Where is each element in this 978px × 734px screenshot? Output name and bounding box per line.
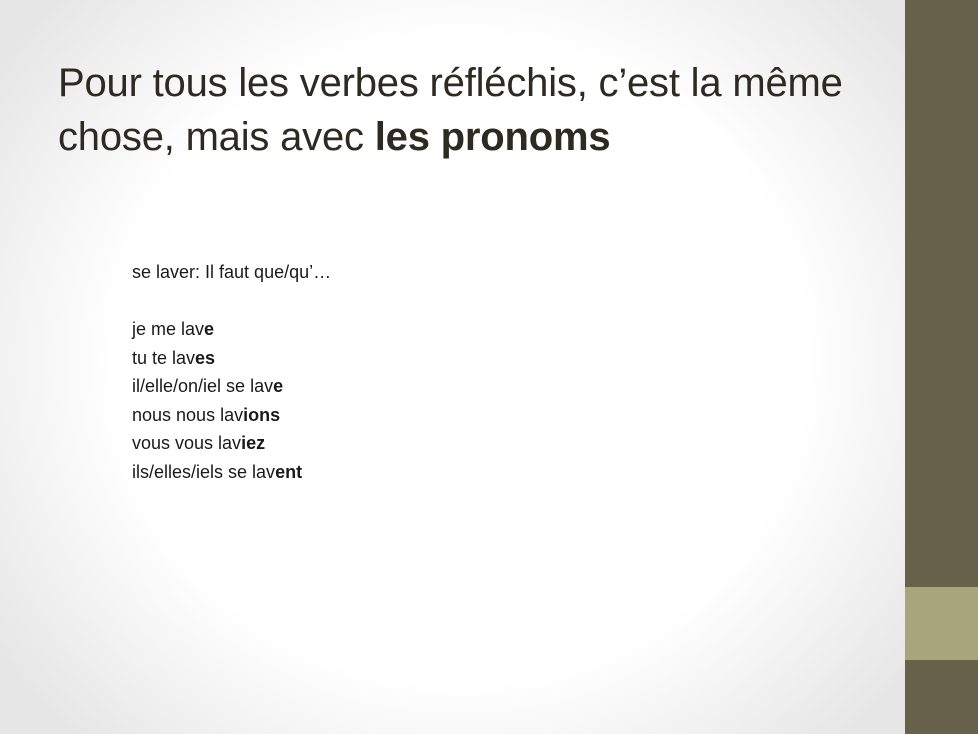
conjugation-ending: es [195,347,216,368]
slide-title-emphasis: les pronoms [374,115,611,159]
conjugation-ending: iez [241,433,266,453]
intro-line: se laver: Il faut que/qu’… [132,262,332,282]
conjugation-ending: ent [275,461,303,482]
conjugation-stem: nous nous lav [132,404,244,425]
conjugation-stem: je me lav [132,319,205,339]
conjugation-line-vous [132,429,331,458]
sidebar-accent-block [905,587,978,660]
conjugation-line-ils [132,458,331,487]
conjugation-ending: ions [243,404,281,425]
conjugation-line-il [132,372,331,401]
slide-title [58,56,878,164]
conjugation-stem: tu te lav [132,347,196,368]
conjugation-ending: e [273,376,284,396]
conjugation-stem: vous vous lav [132,433,242,453]
slide-body [132,258,331,486]
conjugation-line-tu [132,344,331,373]
conjugation-stem: il/elle/on/iel se lav [132,376,274,396]
conjugation-ending: e [204,319,215,339]
conjugation-line-je [132,315,331,344]
conjugation-line-nous [132,401,331,430]
conjugation-stem: ils/elles/iels se lav [132,461,276,482]
slide-title-text: Pour tous les verbes réfléchis, c’est la même chose, mais avec [58,61,843,159]
